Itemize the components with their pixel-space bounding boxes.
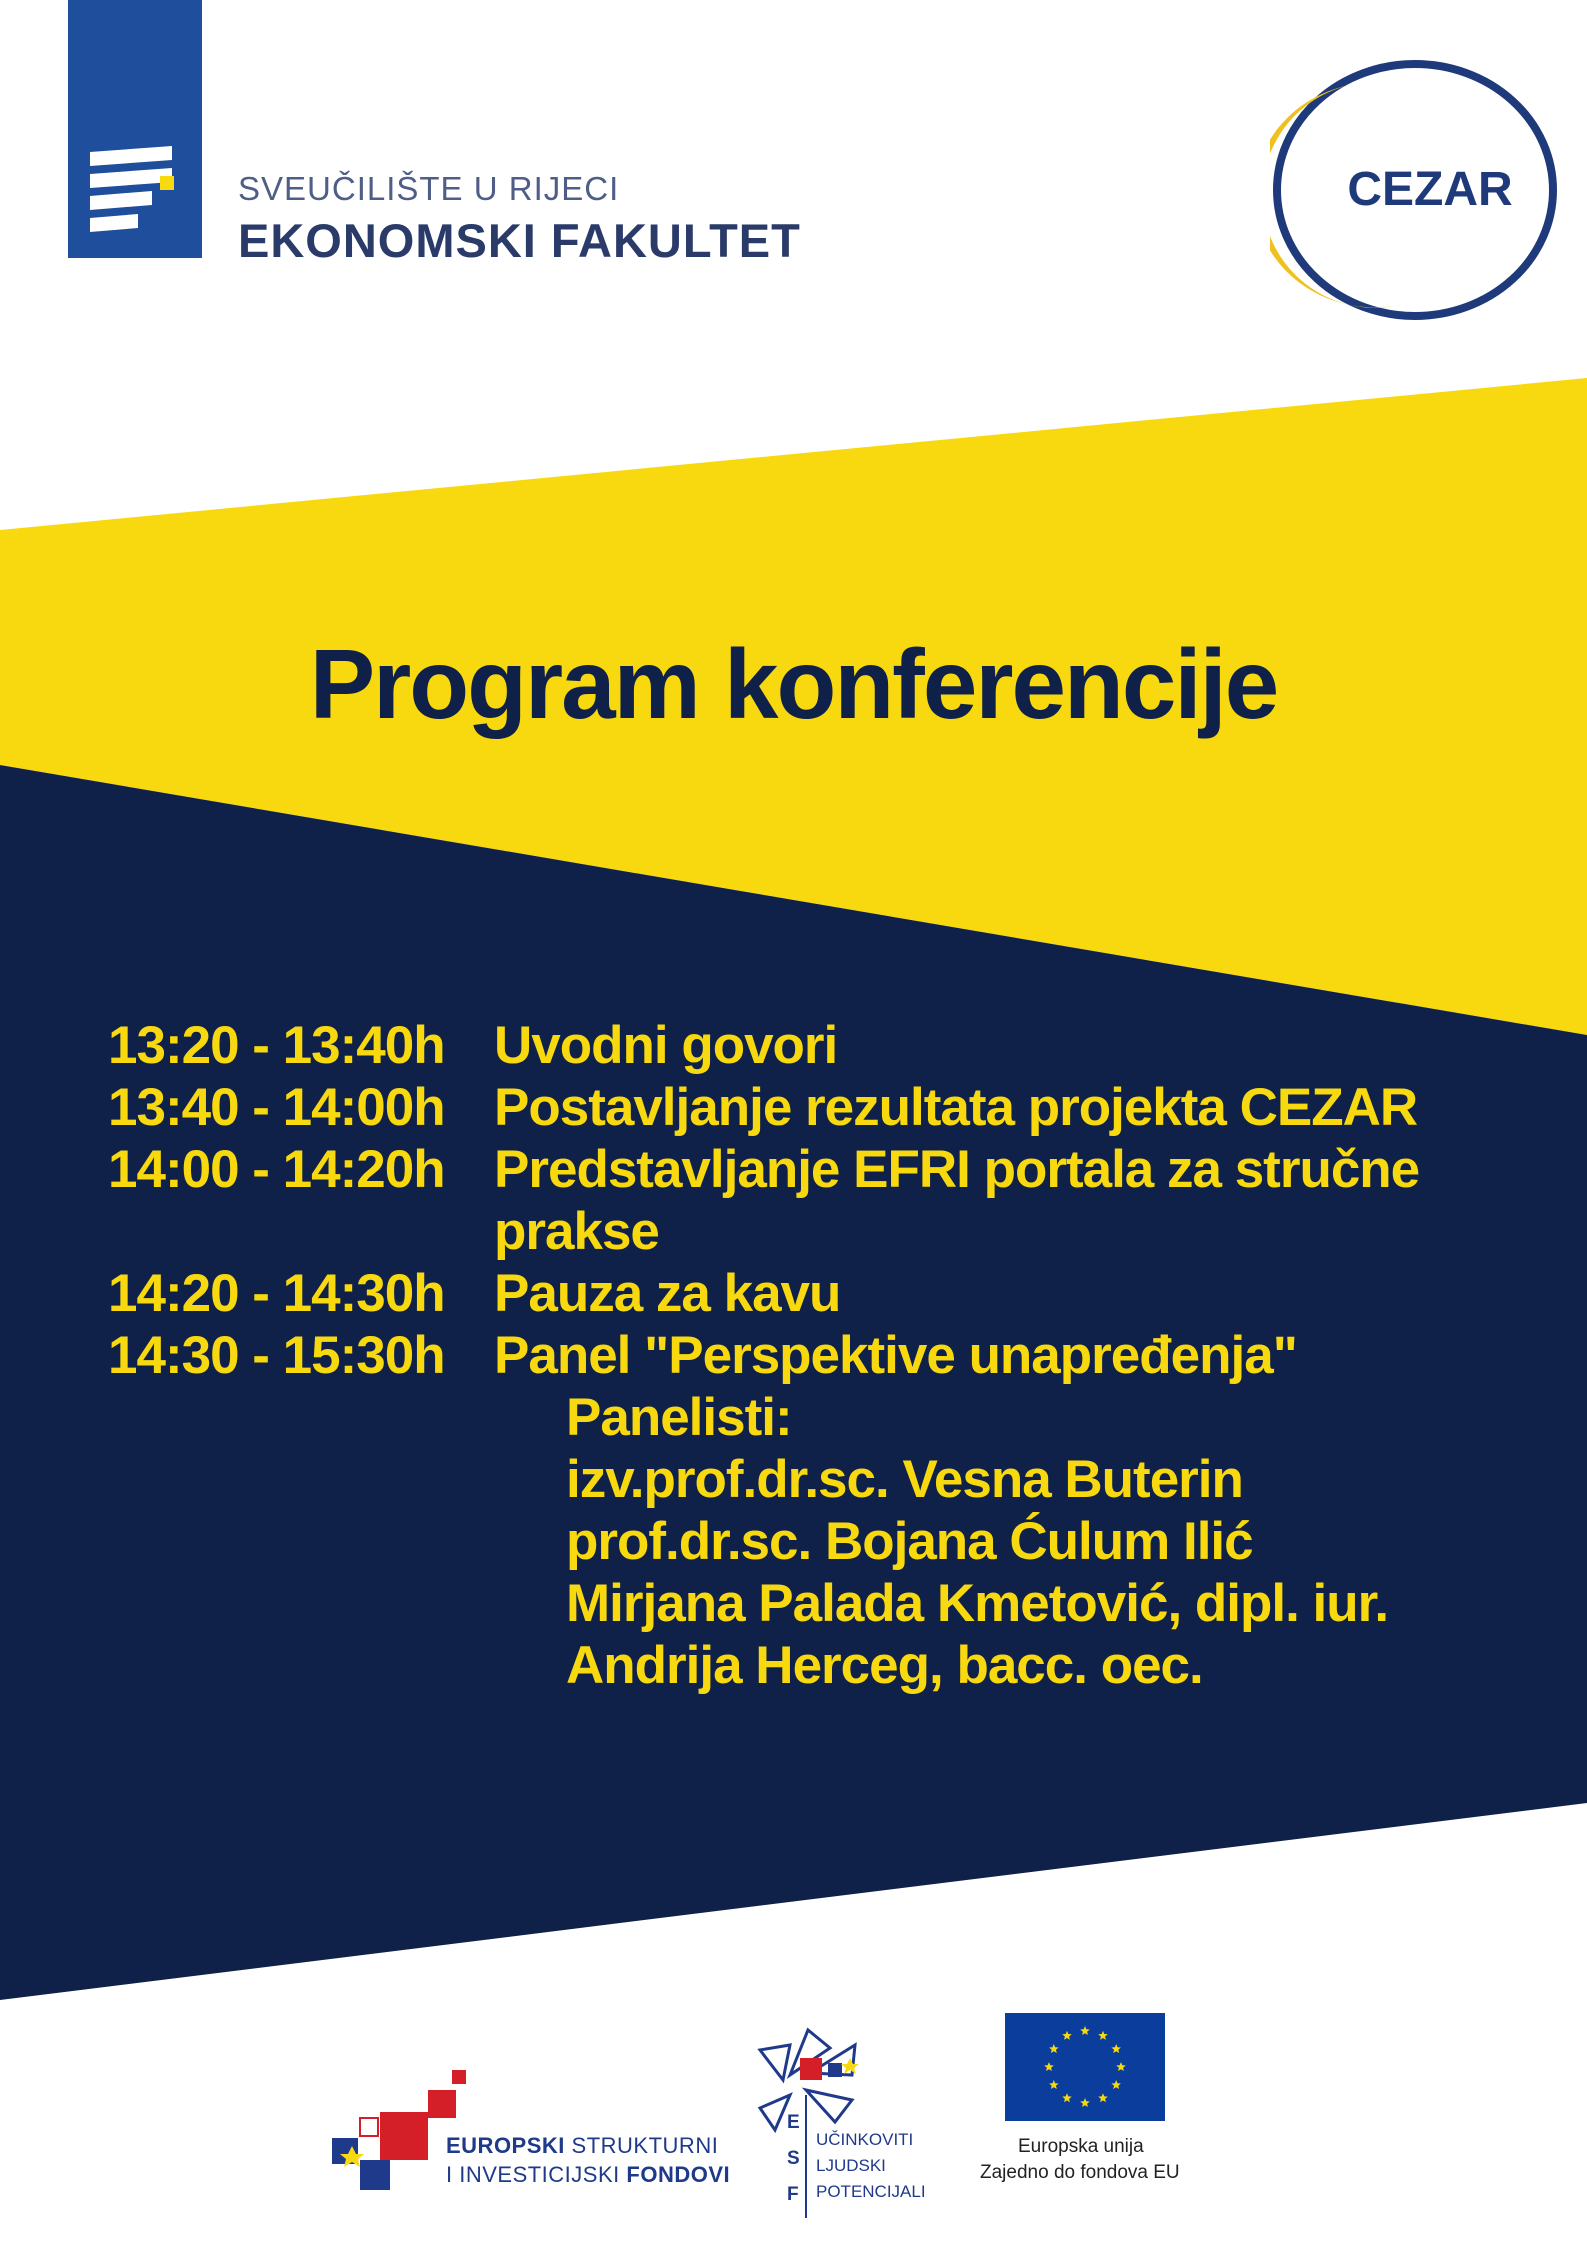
program-time: 14:20 - 14:30h (108, 1264, 445, 1323)
program-time: 14:00 - 14:20h (108, 1140, 445, 1199)
esf-letter: S (787, 2148, 800, 2169)
esf-line: LJUDSKI (816, 2156, 886, 2175)
esf-line: UČINKOVITI (816, 2130, 914, 2149)
program-time: 14:30 - 15:30h (108, 1326, 445, 1385)
esif-bold1: EUROPSKI (446, 2133, 565, 2158)
program-topic: Pauza za kavu (494, 1264, 841, 1323)
program-topic: Uvodni govori (494, 1016, 838, 1075)
esf-letter: F (787, 2184, 799, 2205)
eu-text-line1: Europska unija (1018, 2136, 1144, 2157)
program-item (108, 1015, 1548, 1077)
university-name: SVEUČILIŠTE U RIJECI (238, 170, 620, 207)
page-title: Program konferencije (309, 629, 1278, 739)
faculty-name: EKONOMSKI FAKULTET (238, 214, 801, 267)
program-item (108, 1139, 1548, 1263)
panelist-name: Mirjana Palada Kmetović, dipl. iur. (566, 1574, 1389, 1633)
program-schedule (108, 1015, 1548, 1697)
program-topic: Postavljanje rezultata projekta CEZAR (494, 1078, 1418, 1137)
program-item (108, 1325, 1548, 1387)
panelists-block (566, 1387, 1548, 1697)
esif-text-line2 (446, 2162, 730, 2188)
cezar-logo-text: CEZAR (1347, 163, 1513, 216)
program-item (108, 1263, 1548, 1325)
esif-rest2: I INVESTICIJSKI (446, 2162, 620, 2187)
panelist-name: Andrija Herceg, bacc. oec. (566, 1636, 1203, 1695)
esif-text-line1 (446, 2133, 718, 2159)
efri-logo-icon (68, 0, 208, 262)
esf-letter: E (787, 2112, 800, 2133)
eu-text-line2: Zajedno do fondova EU (980, 2162, 1180, 2183)
panelist-name: prof.dr.sc. Bojana Ćulum Ilić (566, 1512, 1253, 1571)
program-topic: Panel "Perspektive unapređenja" (494, 1326, 1297, 1385)
esif-rest1: STRUKTURNI (571, 2133, 719, 2158)
program-topic: Predstavljanje EFRI portala za stručne prakse (494, 1140, 1420, 1261)
panelist-name: izv.prof.dr.sc. Vesna Buterin (566, 1450, 1243, 1509)
program-time: 13:20 - 13:40h (108, 1016, 445, 1075)
program-item (108, 1077, 1548, 1139)
esif-bold2: FONDOVI (626, 2162, 731, 2187)
program-time: 13:40 - 14:00h (108, 1078, 445, 1137)
cezar-logo-icon (1270, 55, 1560, 325)
panelists-heading: Panelisti: (566, 1388, 792, 1447)
esf-line: POTENCIJALI (816, 2182, 926, 2201)
